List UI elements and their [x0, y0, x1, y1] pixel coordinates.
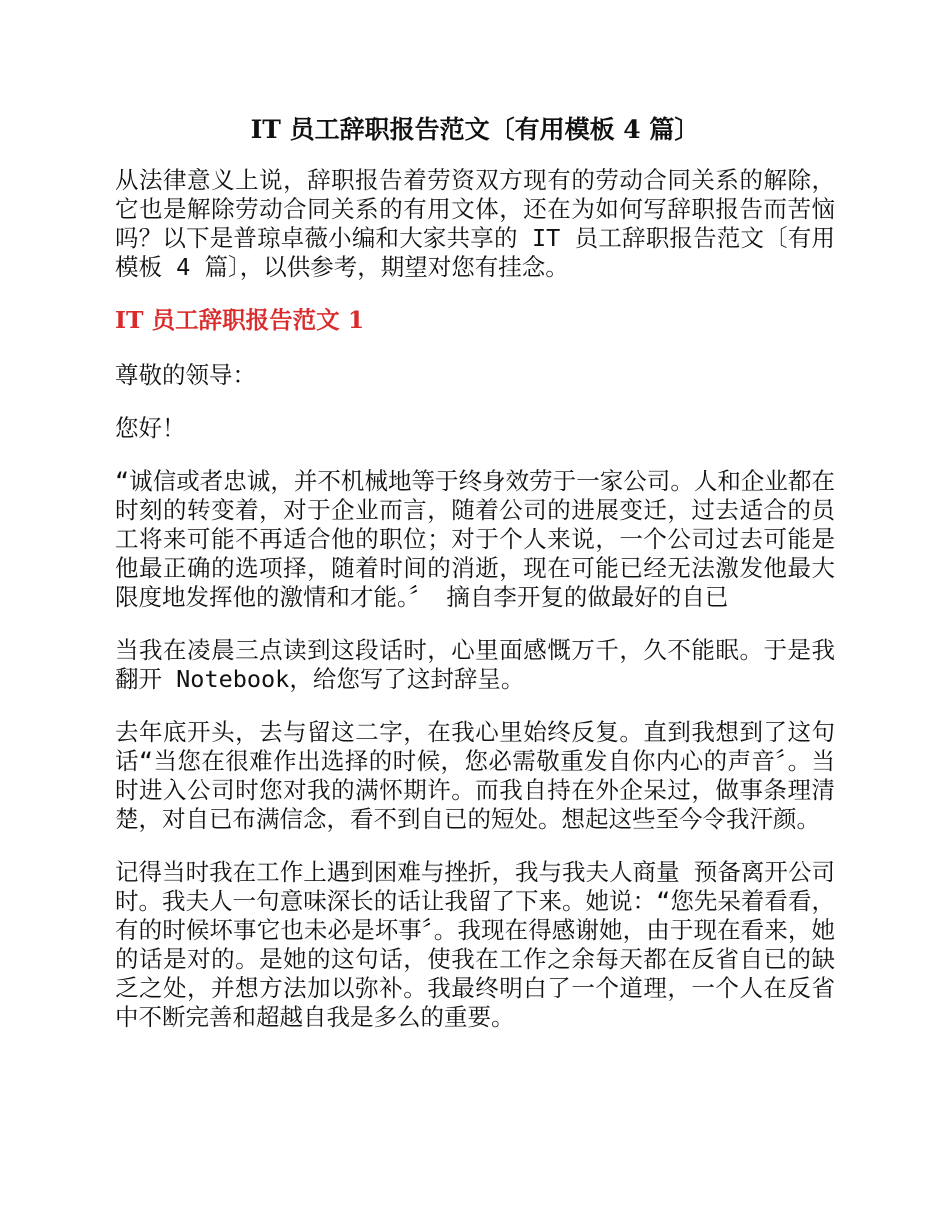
salutation: 尊敬的领导： — [115, 361, 256, 389]
document-title: IT 员工辞职报告范文〔有用模板 4 篇〕 — [250, 115, 700, 144]
greeting: 您好！ — [115, 414, 186, 442]
document-content — [115, 112, 835, 1056]
body-paragraph-1: “诚信或者忠诚，并不机械地等于终身效劳于一家公司。人和企业都在时刻的转变着，对于企业而言，随着公司的进展变迁，过去适合的员工将来可能不再适合他的职位；对于个人来说，一个公司过去可能是他最正确的选项择，随着时间的消逝，现在可能已经无法激发他最大限度地发挥他的激情和才能。〞 摘自李开复的做最好的自已 — [115, 467, 835, 611]
body-paragraph-4: 记得当时我在工作上遇到困难与挫折，我与我夫人商量 预备离开公司时。我夫人一句意味深长的话让我留了下来。她说：“您先呆着看看，有的时候坏事它也未必是坏事〞。我现在得感谢她，由于现在看来，她的话是对的。是她的这句话，使我在工作之余每天都在反省自已的缺乏之处，并想方法加以弥补。我最终明白了一个道理，一个人在反省中不断完善和超越自我是多么的重要。 — [115, 858, 835, 1031]
body-paragraph-2: 当我在凌晨三点读到这段话时，心里面感慨万千，久不能眠。于是我翻开 Notebook，给您写了这封辞呈。 — [115, 636, 835, 693]
intro-paragraph: 从法律意义上说，辞职报告着劳资双方现有的劳动合同关系的解除，它也是解除劳动合同关系的有用文体，还在为如何写辞职报告而苦恼吗？以下是普琼卓薇小编和大家共享的 IT 员工辞职报告范文〔有用模板 4 篇〕，以供参考，期望对您有挂念。 — [115, 166, 835, 281]
section-heading: IT 员工辞职报告范文 1 — [115, 306, 365, 334]
body-paragraph-3: 去年底开头，去与留这二字，在我心里始终反复。直到我想到了这句话“当您在很难作出选择的时候，您必需敬重发自你内心的声音〞。当时进入公司时您对我的满怀期许。而我自持在外企呆过，做事条理清楚，对自已布满信念，看不到自已的短处。想起这些至今令我汗颜。 — [115, 718, 835, 833]
